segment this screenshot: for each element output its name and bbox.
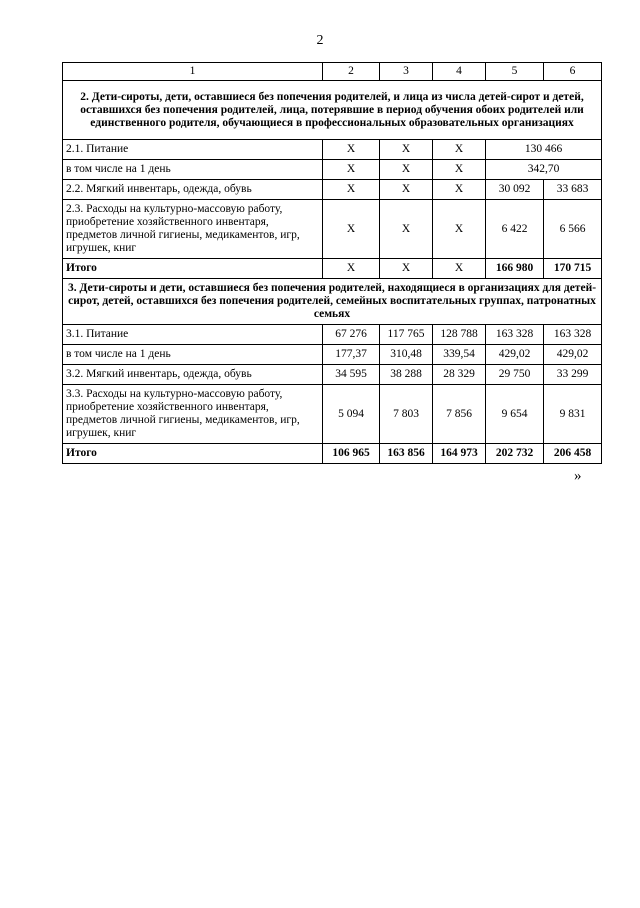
column-number-6: 6 [544, 63, 602, 81]
cell: 67 276 [323, 325, 380, 345]
total-row [63, 259, 602, 279]
cell: 9 654 [486, 385, 544, 444]
table-row [63, 160, 602, 180]
cell: 163 856 [380, 444, 433, 464]
cell: 34 595 [323, 365, 380, 385]
column-number-row [63, 63, 602, 81]
cell: 106 965 [323, 444, 380, 464]
page-number: 2 [316, 33, 324, 48]
table-row [63, 385, 602, 444]
cell: X [323, 140, 380, 160]
closing-quote-mark: » [574, 468, 582, 484]
row-label: Итого [63, 259, 323, 279]
row-label: 3.1. Питание [63, 325, 323, 345]
cell: 163 328 [544, 325, 602, 345]
cell: 128 788 [433, 325, 486, 345]
cell: 6 566 [544, 200, 602, 259]
cell: 30 092 [486, 180, 544, 200]
cell: 177,37 [323, 345, 380, 365]
cell: X [433, 259, 486, 279]
row-label: 3.2. Мягкий инвентарь, одежда, обувь [63, 365, 323, 385]
cell: X [380, 200, 433, 259]
column-number-3: 3 [380, 63, 433, 81]
cell: 164 973 [433, 444, 486, 464]
cell: X [323, 160, 380, 180]
cell: 7 803 [380, 385, 433, 444]
row-label: в том числе на 1 день [63, 345, 323, 365]
cell: X [323, 200, 380, 259]
cell: X [433, 140, 486, 160]
column-number-1: 1 [63, 63, 323, 81]
row-label: 3.3. Расходы на культурно-массовую работу, приобретение хозяйственного инвентаря, предметов личной гигиены, медикаментов, игр, игрушек, книг [63, 385, 323, 444]
merged-cell: 342,70 [486, 160, 602, 180]
cell: 117 765 [380, 325, 433, 345]
cell: 206 458 [544, 444, 602, 464]
section-3-title: 3. Дети-сироты и дети, оставшиеся без попечения родителей, находящиеся в организациях для детей-сирот, детей, оставшихся без попечения родителей, семейных воспитательных группах, патронатных семьях [63, 279, 602, 325]
row-label: 2.1. Питание [63, 140, 323, 160]
cell: 29 750 [486, 365, 544, 385]
cell: 170 715 [544, 259, 602, 279]
cell: 28 329 [433, 365, 486, 385]
row-label: Итого [63, 444, 323, 464]
section-3-header-row [63, 279, 602, 325]
cell: 38 288 [380, 365, 433, 385]
cell: X [380, 180, 433, 200]
cell: 339,54 [433, 345, 486, 365]
table-row [63, 365, 602, 385]
cell: 9 831 [544, 385, 602, 444]
cell: 202 732 [486, 444, 544, 464]
expense-table [62, 62, 602, 464]
row-label: 2.2. Мягкий инвентарь, одежда, обувь [63, 180, 323, 200]
merged-cell: 130 466 [486, 140, 602, 160]
table-row [63, 140, 602, 160]
cell: 6 422 [486, 200, 544, 259]
total-row [63, 444, 602, 464]
section-2-header-row [63, 81, 602, 140]
cell: 33 683 [544, 180, 602, 200]
cell: 166 980 [486, 259, 544, 279]
cell: X [323, 180, 380, 200]
table-row [63, 325, 602, 345]
table-row [63, 200, 602, 259]
table-row [63, 180, 602, 200]
cell: X [433, 160, 486, 180]
cell: 7 856 [433, 385, 486, 444]
cell: 310,48 [380, 345, 433, 365]
cell: X [323, 259, 380, 279]
cell: 33 299 [544, 365, 602, 385]
column-number-5: 5 [486, 63, 544, 81]
cell: 429,02 [544, 345, 602, 365]
column-number-4: 4 [433, 63, 486, 81]
cell: X [380, 160, 433, 180]
cell: 429,02 [486, 345, 544, 365]
cell: X [433, 200, 486, 259]
section-2-title: 2. Дети-сироты, дети, оставшиеся без попечения родителей, и лица из числа детей-сирот и детей, оставшихся без попечения родителей, лица, потерявшие в период обучения обоих родителей или единственного родителя, обучающиеся в профессиональных образовательных организациях [63, 81, 602, 140]
row-label: 2.3. Расходы на культурно-массовую работу, приобретение хозяйственного инвентаря, предметов личной гигиены, медикаментов, игр, игрушек, книг [63, 200, 323, 259]
row-label: в том числе на 1 день [63, 160, 323, 180]
column-number-2: 2 [323, 63, 380, 81]
cell: X [433, 180, 486, 200]
cell: 163 328 [486, 325, 544, 345]
cell: X [380, 140, 433, 160]
table-row [63, 345, 602, 365]
cell: 5 094 [323, 385, 380, 444]
cell: X [380, 259, 433, 279]
